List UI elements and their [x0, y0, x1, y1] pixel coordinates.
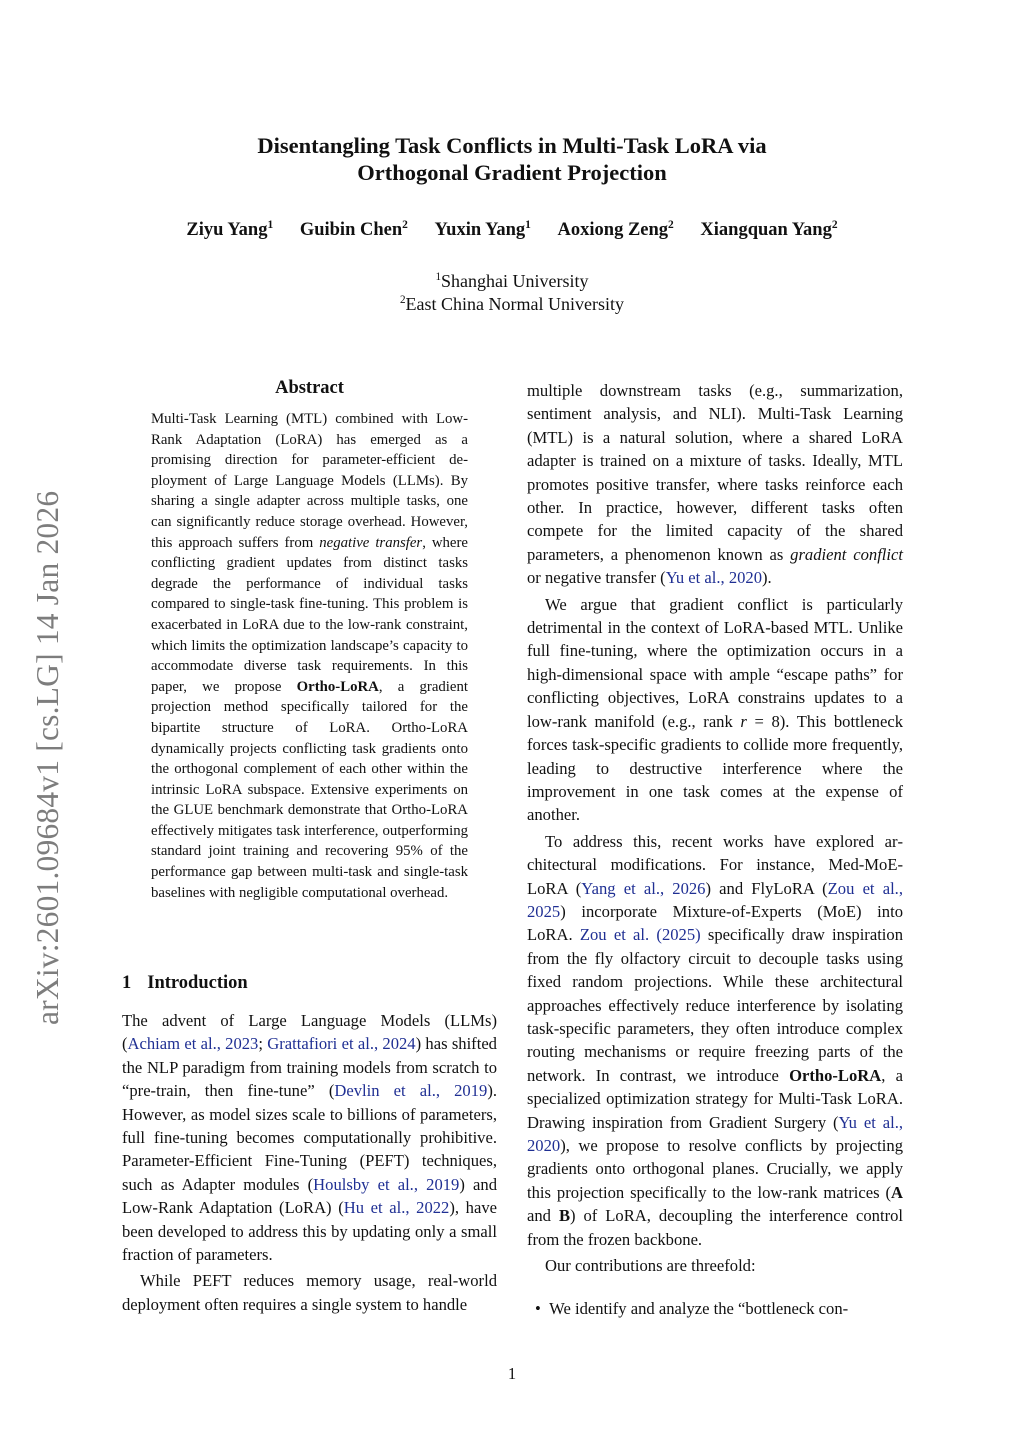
paragraph: The advent of Large Language Models (LLMs) (Achiam et al., 2023; Grattafiori et al., 2024) has shifted the NLP paradigm from training models from scratch to “pre-train, then fine-tune” (Devlin et al., 2019). However, as model sizes scale to billions of parameters, full fine-tuning becomes computationally prohibitive. Parameter-Efficient Fine-Tuning (PEFT) techniques, such as Adapter modules (Houlsby et al., 2019) and Low-Rank Adaptation (LoRA) (Hu et al., 2022), have been developed to address this by updating only a small fraction of parameters.	[122, 1011, 498, 1265]
author: Guibin Chen$^2$	[299, 218, 408, 240]
bullet-icon: •	[535, 1299, 550, 1319]
author-list	[112, 220, 912, 241]
citation-link[interactable]: Houlsby et al., 2019	[313, 1174, 460, 1194]
citation-link[interactable]: Yu et al., 2020	[527, 1112, 903, 1155]
page-number: 1	[507, 1364, 517, 1383]
paper-title	[112, 132, 912, 186]
paragraph: We argue that gradient conflict is particularly detrimental in the context of LoRA-based MTL. Unlike full fine-tuning, where the optimization occurs in a high-dimensional space with ample “escape paths” for conflicting objectives, LoRA constrains updates to a low-rank manifold (e.g., rank r = 8). This bottleneck forces task-specific gradients to collide more frequently, leading to destructive interference where the improvement in one task comes at the expense of another.	[527, 594, 903, 825]
affiliations	[212, 270, 812, 316]
intro-column	[122, 1009, 497, 1316]
author: Xiangquan Yang$^2$	[700, 218, 838, 240]
citation-link[interactable]: Zou et al. (2025)	[579, 925, 701, 945]
arxiv-stamp: arXiv:2601.09684v1 [cs.LG] 14 Jan 2026	[30, 490, 65, 1025]
abstract-heading: Abstract	[275, 378, 344, 398]
citation-link[interactable]: Hu et al., 2022	[343, 1198, 450, 1218]
author: Yuxin Yang$^1$	[434, 218, 531, 240]
right-column	[527, 379, 903, 1321]
paragraph: While PEFT reduces memory usage, real-world deployment often requires a single system to handle	[122, 1271, 497, 1314]
section-heading: 1 Introduction	[122, 973, 248, 993]
citation-link[interactable]: Grattafiori et al., 2024	[267, 1034, 416, 1054]
citation-link[interactable]: Yu et al., 2020	[665, 568, 763, 588]
contribution-bullet: • We identify and analyze the “bottleneck con-	[535, 1299, 849, 1319]
title-line: Orthogonal Gradient Projection	[357, 160, 667, 185]
paragraph: To address this, recent works have explored architectural modifications. For instance, Med-MoE-LoRA (Yang et al., 2026) and FlyLoRA (Zou et al., 2025) incorporate Mixture-of-Experts (MoE) into LoRA. Zou et al. (2025) specifically draw inspiration from the fly olfactory circuit to decouple tasks using fixed random projections. While these architectural approaches effectively reduce interference by isolating task-specific parameters, they often introduce complex routing mechanisms or require freezing parts of the network. In contrast, we introduce Ortho-LoRA, a specialized optimization strategy for Multi-Task LoRA. Drawing inspiration from Gradient Surgery (Yu et al., 2020), we propose to resolve conflicts by projecting gradients onto orthogonal planes. Crucially, we apply this projection specifically to the low-rank matrices (A and B) of LoRA, decoupling the interference control from the frozen backbone.	[527, 831, 904, 1249]
author: Ziyu Yang$^1$	[186, 218, 274, 240]
abstract-body: Multi-Task Learning (MTL) combined with Low-Rank Adaptation (LoRA) has emerged as a promising direction for parameter-efficient deployment of Large Language Models (LLMs). By sharing a single adapter across multiple tasks, one can significantly reduce storage overhead. However, this approach suffers from negative transfer, where conflicting gradient updates from distinct tasks degrade the performance of individual tasks compared to single-task fine-tuning. This problem is exacerbated in LoRA due to the low-rank constraint, which limits the optimization landscape’s capacity to accommodate diverse task requirements. In this paper, we propose Ortho-LoRA, a gradient projection method specifically tailored for the bipartite structure of LoRA. Ortho-LoRA dynamically projects conflicting task gradients onto the orthogonal complement of each other within the intrinsic LoRA subspace. Extensive experiments on the GLUE benchmark demonstrate that Ortho-LoRA effectively mitigates task interference, outperforming standard joint training and recovering 95% of the performance gap between multi-task and single-task baselines with negligible computational overhead.	[151, 411, 468, 901]
affiliation: $^2$East China Normal University	[399, 294, 625, 314]
author: Aoxiong Zeng$^2$	[557, 218, 674, 240]
citation-link[interactable]: Yang et al., 2026	[581, 878, 706, 898]
paragraph: multiple downstream tasks (e.g., summarization, sentiment analysis, and NLI). Multi-Task Learning (MTL) is a natural solution, where a shared LoRA adapter is trained on a mixture of tasks. Ideally, MTL promotes positive transfer, where tasks reinforce each other. In practice, however, different tasks often compete for the limited capacity of the shared parameters, a phenomenon known as gradient conflict or negative transfer (Yu et al., 2020).	[527, 381, 903, 588]
title-line: Disentangling Task Conflicts in Multi-Task LoRA via	[257, 133, 767, 158]
citation-link[interactable]: Zou et al., 2025	[527, 878, 903, 921]
affiliation: $^1$Shanghai University	[435, 271, 589, 291]
paragraph: Our contributions are threefold:	[545, 1256, 756, 1276]
citation-link[interactable]: Devlin et al., 2019	[334, 1081, 488, 1101]
citation-link[interactable]: Achiam et al., 2023	[127, 1034, 259, 1054]
